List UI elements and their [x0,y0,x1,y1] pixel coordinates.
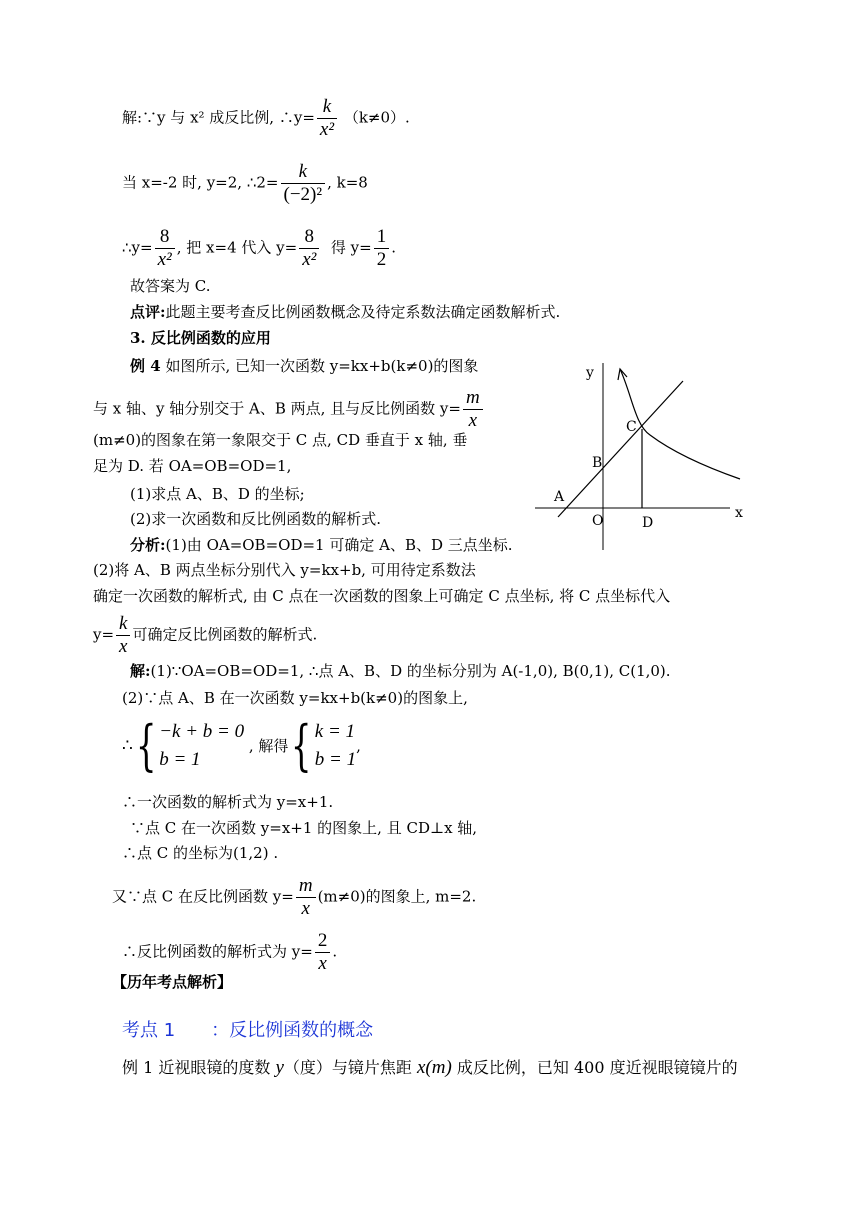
hyperbola-curve [620,369,740,479]
label-c: C [626,419,637,435]
solution4-line-5: ∵点 C 在一次函数 y=x+1 的图象上, 且 CD⊥x 轴, [130,819,478,837]
solution4-line-1: 解:(1)∵OA=OB=OD=1, ∴点 A、B、D 的坐标分别为 A(-1,0), B(0,1), C(1,0). [130,662,671,680]
function-graph-figure [530,355,760,555]
solution4-line-6: ∴点 C 的坐标为(1,2) . [122,844,279,862]
label-o: O [592,513,604,529]
section-title-past-exams: 【历年考点解析】 [112,973,233,991]
solution-line-1: 解:∵y 与 x² 成反比例, ∴y= $\frac{k}{\text{x²}}$ （k≠0）. [122,96,410,140]
example1-line: 例 1 近视眼镜的度数 y（度）与镜片焦距 x(m) 成反比例，已知 400 度近视眼镜镜片的 [122,1057,738,1078]
answer-line: 故答案为 C. [130,277,211,295]
fraction-8-over-x2-b: $\frac{8}{\text{x²}}$ [299,226,319,271]
example4-line-4: 足为 D. 若 OA=OB=OD=1, [93,457,292,475]
solution4-line-8: ∴反比例函数的解析式为 y= $\frac{2}{x}$ . [122,930,338,974]
fraction-k-over-x2: $\frac{k}{\text{x²}}$ [317,96,337,141]
solution4-line-2: (2)∵点 A、B 在一次函数 y=kx+b(k≠0)的图象上, [122,689,468,707]
linear-function-line [558,381,683,517]
solution-line-2: 当 x=-2 时, y=2, ∴2= $\frac{k}{\text{(−2)²}}$ , k=8 [122,161,368,205]
fraction-2-over-x: $\frac{2}{x}$ [315,930,331,975]
equation-system-1: −k + b = 0 b = 1 [159,721,245,770]
solution4-line-4: ∴一次函数的解析式为 y=x+1. [122,793,334,811]
fraction-k-over-neg2-sq: $\frac{k}{\text{(−2)²}}$ [281,161,326,206]
analysis-line-4: y= $\frac{k}{x}$ 可确定反比例函数的解析式. [93,613,318,657]
fraction-m-over-x: $\frac{m}{x}$ [463,387,483,432]
analysis-line-3: 确定一次函数的解析式, 由 C 点在一次函数的图象上可确定 C 点坐标, 将 C 点坐标代入 [93,587,671,605]
solution4-system-line: ∴{ −k + b = 0 b = 1 , 解得{ k = 1 b = 1 , [122,714,361,777]
example4-line-3: (m≠0)的图象在第一象限交于 C 点, CD 垂直于 x 轴, 垂 [93,431,468,449]
label-b: B [592,455,603,471]
comment-line: 点评:此题主要考查反比例函数概念及待定系数法确定函数解析式. [130,303,561,321]
example4-line-1: 例 4 如图所示, 已知一次函数 y=kx+b(k≠0)的图象 [130,357,479,375]
equation-system-2: k = 1 b = 1 [314,721,357,770]
analysis-line-1: 分析:(1)由 OA=OB=OD=1 可确定 A、B、D 三点坐标. [130,536,513,554]
analysis-line-2: (2)将 A、B 两点坐标分别代入 y=kx+b, 可用待定系数法 [93,561,476,579]
solution4-line-7: 又∵点 C 在反比例函数 y= $\frac{m}{x}$ (m≠0)的图象上, m=2. [112,875,477,919]
question-1: (1)求点 A、B、D 的坐标; [130,485,305,503]
label-d: D [642,515,654,531]
fraction-8-over-x2: $\frac{8}{\text{x²}}$ [155,226,175,271]
key-point-1-heading: 考点 1 ：反比例函数的概念 [122,1020,374,1041]
label-x: x [735,505,743,521]
section-heading-application: 3. 反比例函数的应用 [130,329,271,347]
fraction-m-over-x-b: $\frac{m}{x}$ [296,875,316,920]
question-2: (2)求一次函数和反比例函数的解析式. [130,510,382,528]
label-y: y [586,365,594,381]
solution-line-3: ∴y= $\frac{8}{\text{x²}}$ , 把 x=4 代入 y= $\frac{8}{\text{x²}}$ 得 y= $\frac{1}{2}$ . [122,226,396,270]
example4-line-2: 与 x 轴、y 轴分别交于 A、B 两点, 且与反比例函数 y= $\frac{m}{x}$ [93,387,485,432]
fraction-k-over-x: $\frac{k}{x}$ [116,613,130,658]
left-brace-icon: { [135,714,157,777]
label-a: A [554,489,565,505]
left-brace-icon-2: { [291,714,312,777]
fraction-one-half: $\frac{1}{2}$ [374,226,390,271]
